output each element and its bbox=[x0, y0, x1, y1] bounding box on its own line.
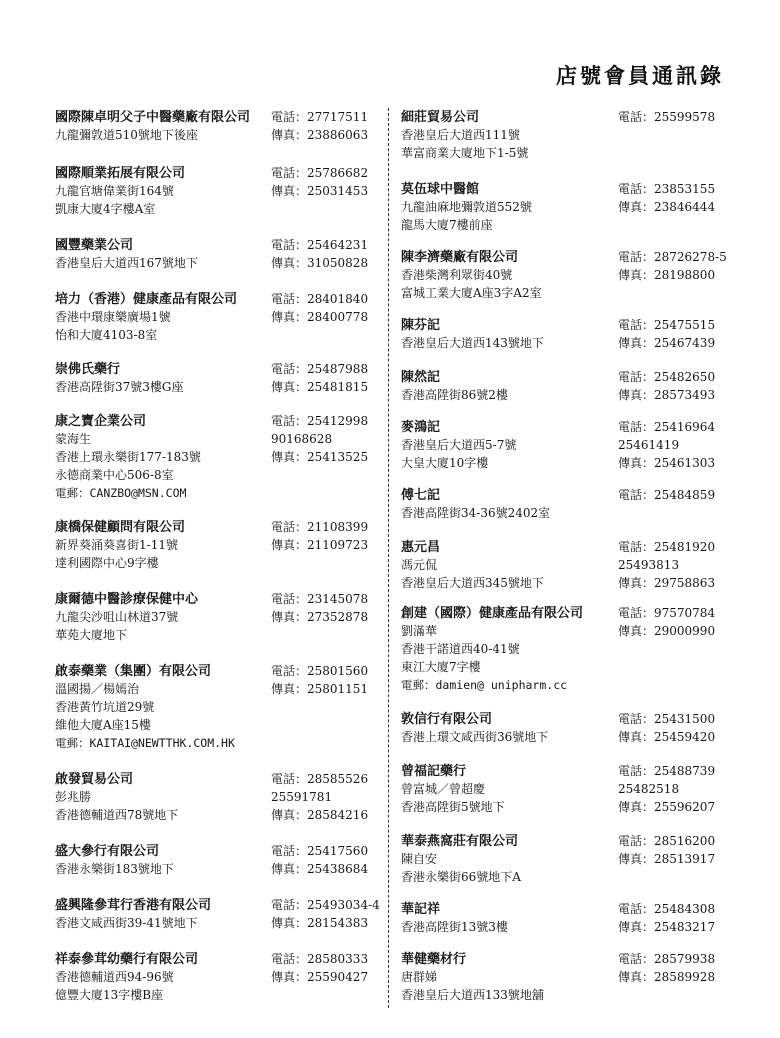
telephone: 電話：28516200 bbox=[618, 834, 716, 848]
directory-entry bbox=[401, 762, 731, 816]
telephone: 電話：97570784 bbox=[618, 606, 716, 620]
contact-number: 傳真：28198800 bbox=[618, 268, 716, 282]
address-line: 香港永樂街183號地下 bbox=[55, 862, 174, 876]
address-line: 溫國揚／楊嫣治 bbox=[55, 682, 140, 696]
contact-number: 傳真：23846444 bbox=[618, 200, 716, 214]
address-line: 富城工業大廈A座3字A2室 bbox=[401, 286, 542, 300]
contact-number: 傳真：25438684 bbox=[271, 862, 369, 876]
telephone: 電話：25417560 bbox=[271, 844, 369, 858]
address-line: 香港皇后大道西345號地下 bbox=[401, 576, 544, 590]
address-line: 電郵：KAITAI@NEWTTHK.COM.HK bbox=[55, 736, 235, 750]
contact-number: 傳真：28400778 bbox=[271, 310, 369, 324]
contact-number: 傳真：25031453 bbox=[271, 184, 369, 198]
directory-entry bbox=[401, 316, 731, 352]
directory-entry bbox=[401, 486, 731, 522]
company-name: 康橋保健顧問有限公司 bbox=[55, 520, 186, 535]
address-line: 凱康大廈4字樓A室 bbox=[55, 202, 156, 216]
address-line: 香港永樂街66號地下A bbox=[401, 870, 521, 884]
company-name: 陳李濟藥廠有限公司 bbox=[401, 250, 519, 265]
directory-entry bbox=[55, 896, 380, 932]
telephone: 電話：23145078 bbox=[271, 592, 369, 606]
contact-number: 傳真：28584216 bbox=[271, 808, 369, 822]
contact-number: 傳真：25467439 bbox=[618, 336, 716, 350]
company-name: 陳然記 bbox=[401, 370, 441, 385]
company-name: 啟發貿易公司 bbox=[55, 772, 134, 787]
directory-entry bbox=[401, 950, 731, 1004]
company-name: 華泰燕窩莊有限公司 bbox=[401, 834, 519, 849]
contact-number: 傳真：27352878 bbox=[271, 610, 369, 624]
telephone: 電話：25599578 bbox=[618, 110, 716, 124]
directory-entry bbox=[401, 248, 731, 302]
contact-number: 傳真：25596207 bbox=[618, 800, 716, 814]
address-line: 電郵：damien@ unipharm.cc bbox=[401, 678, 568, 692]
company-name: 曾福記藥行 bbox=[401, 764, 467, 779]
company-name: 麥鴻記 bbox=[401, 420, 441, 435]
directory-entry bbox=[401, 832, 731, 886]
company-name: 國際順業拓展有限公司 bbox=[55, 166, 186, 181]
address-line: 香港德輔道西94-96號 bbox=[55, 970, 174, 984]
address-line: 九龍油麻地彌敦道552號 bbox=[401, 200, 532, 214]
telephone: 電話：28726278-5 bbox=[618, 250, 727, 264]
directory-entry bbox=[55, 590, 373, 644]
address-line: 怡和大廈4103-8室 bbox=[55, 328, 158, 342]
directory-entry bbox=[55, 950, 373, 1004]
company-name: 惠元昌 bbox=[401, 540, 441, 555]
telephone: 電話：25482650 bbox=[618, 370, 716, 384]
contact-number: 傳真：28589928 bbox=[618, 970, 716, 984]
address-line: 香港高陞街37號3樓G座 bbox=[55, 380, 184, 394]
address-line: 達利國際中心9字樓 bbox=[55, 556, 159, 570]
address-line: 香港文咸西街39-41號地下 bbox=[55, 916, 198, 930]
page-title: 店號會員通訊錄 bbox=[556, 64, 724, 88]
contact-number: 傳真：23886063 bbox=[271, 128, 369, 142]
company-name: 傅七記 bbox=[401, 488, 441, 503]
directory-entry bbox=[55, 518, 373, 572]
company-name: 康之寶企業公司 bbox=[55, 414, 147, 429]
telephone: 電話：28585526 bbox=[271, 772, 369, 786]
contact-number: 傳真：31050828 bbox=[271, 256, 369, 270]
telephone: 電話：25488739 bbox=[618, 764, 716, 778]
company-name: 崇佛氏藥行 bbox=[55, 362, 121, 377]
address-line: 香港上環永樂街177-183號 bbox=[55, 450, 201, 464]
contact-number: 25591781 bbox=[271, 790, 333, 804]
address-line: 香港中環康樂廣場1號 bbox=[55, 310, 171, 324]
company-name: 盛大參行有限公司 bbox=[55, 844, 160, 859]
contact-number: 傳真：25801151 bbox=[271, 682, 369, 696]
company-name: 細莊貿易公司 bbox=[401, 110, 480, 125]
address-line: 香港皇后大道西5-7號 bbox=[401, 438, 517, 452]
directory-entry bbox=[401, 900, 731, 936]
company-name: 華健藥材行 bbox=[401, 952, 467, 967]
telephone: 電話：21108399 bbox=[271, 520, 369, 534]
telephone: 電話：25416964 bbox=[618, 420, 716, 434]
directory-entry bbox=[55, 108, 373, 144]
contact-number: 傳真：25481815 bbox=[271, 380, 369, 394]
address-line: 香港皇后大道西111號 bbox=[401, 128, 520, 142]
address-line: 龍馬大廈7樓前座 bbox=[401, 218, 493, 232]
address-line: 億豐大廈13字樓B座 bbox=[55, 988, 164, 1002]
address-line: 陳自安 bbox=[401, 852, 438, 866]
contact-number: 90168628 bbox=[271, 432, 333, 446]
contact-number: 傳真：28154383 bbox=[271, 916, 369, 930]
directory-entry bbox=[401, 418, 731, 472]
company-name: 華記祥 bbox=[401, 902, 441, 917]
telephone: 電話：27717511 bbox=[271, 110, 369, 124]
contact-number: 傳真：25459420 bbox=[618, 730, 716, 744]
contact-number: 傳真：25483217 bbox=[618, 920, 716, 934]
telephone: 電話：25431500 bbox=[618, 712, 716, 726]
address-line: 香港德輔道西78號地下 bbox=[55, 808, 179, 822]
address-line: 香港干諾道西40-41號 bbox=[401, 642, 520, 656]
address-line: 香港高陞街34-36號2402室 bbox=[401, 506, 551, 520]
address-line: 九龍官塘偉業街164號 bbox=[55, 184, 174, 198]
directory-entry bbox=[401, 108, 731, 162]
directory-entry bbox=[55, 770, 373, 824]
directory-entry bbox=[401, 180, 731, 234]
directory-entry bbox=[55, 290, 373, 344]
company-name: 培力（香港）健康產品有限公司 bbox=[55, 292, 238, 307]
address-line: 馮元侃 bbox=[401, 558, 438, 572]
telephone: 電話：25412998 bbox=[271, 414, 369, 428]
address-line: 唐群娣 bbox=[401, 970, 438, 984]
directory-entry bbox=[55, 164, 373, 218]
contact-number: 25461419 bbox=[618, 438, 680, 452]
address-line: 蒙海生 bbox=[55, 432, 92, 446]
address-line: 九龍彌敦道510號地下後座 bbox=[55, 128, 198, 142]
telephone: 電話：25484859 bbox=[618, 488, 716, 502]
address-line: 香港上環文咸西街36號地下 bbox=[401, 730, 549, 744]
telephone: 電話：25801560 bbox=[271, 664, 369, 678]
contact-number: 傳真：29758863 bbox=[618, 576, 716, 590]
company-name: 創建（國際）健康產品有限公司 bbox=[401, 606, 584, 621]
address-line: 香港皇后大道西133號地舖 bbox=[401, 988, 544, 1002]
company-name: 祥泰參茸幼藥行有限公司 bbox=[55, 952, 199, 967]
address-line: 永德商業中心506-8室 bbox=[55, 468, 174, 482]
address-line: 香港柴灣利眾街40號 bbox=[401, 268, 513, 282]
directory-entry bbox=[401, 710, 731, 746]
telephone: 電話：25786682 bbox=[271, 166, 369, 180]
address-line: 香港高陞街86號2樓 bbox=[401, 388, 508, 402]
telephone: 電話：25484308 bbox=[618, 902, 716, 916]
address-line: 電郵：CANZBO@MSN.COM bbox=[55, 486, 187, 500]
address-line: 新界葵涌葵喜街1-11號 bbox=[55, 538, 178, 552]
company-name: 莫伍球中醫館 bbox=[401, 182, 480, 197]
telephone: 電話：25493034-4 bbox=[271, 898, 380, 912]
company-name: 盛興隆參茸行香港有限公司 bbox=[55, 898, 212, 913]
address-line: 香港皇后大道西143號地下 bbox=[401, 336, 544, 350]
directory-entry bbox=[55, 662, 373, 752]
address-line: 華富商業大廈地下1-5號 bbox=[401, 146, 529, 160]
company-name: 陳芬記 bbox=[401, 318, 441, 333]
telephone: 電話：23853155 bbox=[618, 182, 716, 196]
company-name: 啟泰藥業（集團）有限公司 bbox=[55, 664, 212, 679]
contact-number: 25493813 bbox=[618, 558, 680, 572]
telephone: 電話：25487988 bbox=[271, 362, 369, 376]
directory-entry bbox=[55, 842, 373, 878]
contact-number: 傳真：29000990 bbox=[618, 624, 716, 638]
contact-number: 傳真：28513917 bbox=[618, 852, 716, 866]
contact-number: 傳真：25590427 bbox=[271, 970, 369, 984]
company-name: 敦信行有限公司 bbox=[401, 712, 493, 727]
directory-entry bbox=[401, 604, 731, 694]
directory-entry bbox=[55, 360, 373, 396]
address-line: 華苑大廈地下 bbox=[55, 628, 128, 642]
address-line: 香港高陞街13號3樓 bbox=[401, 920, 508, 934]
telephone: 電話：25464231 bbox=[271, 238, 369, 252]
contact-number: 傳真：25461303 bbox=[618, 456, 716, 470]
directory-entry bbox=[55, 412, 373, 502]
address-line: 東江大廈7字樓 bbox=[401, 660, 481, 674]
contact-number: 傳真：28573493 bbox=[618, 388, 716, 402]
contact-number: 傳真：21109723 bbox=[271, 538, 369, 552]
telephone: 電話：28579938 bbox=[618, 952, 716, 966]
address-line: 香港皇后大道西167號地下 bbox=[55, 256, 198, 270]
directory-entry bbox=[401, 538, 731, 592]
contact-number: 傳真：25413525 bbox=[271, 450, 369, 464]
address-line: 大皇大廈10字樓 bbox=[401, 456, 489, 470]
address-line: 曾富城／曾超慶 bbox=[401, 782, 486, 796]
address-line: 九龍尖沙咀山林道37號 bbox=[55, 610, 179, 624]
company-name: 康爾德中醫診療保健中心 bbox=[55, 592, 199, 607]
directory-entry bbox=[55, 236, 373, 272]
telephone: 電話：28580333 bbox=[271, 952, 369, 966]
address-line: 維他大廈A座15樓 bbox=[55, 718, 151, 732]
address-line: 劉滿華 bbox=[401, 624, 438, 638]
telephone: 電話：28401840 bbox=[271, 292, 369, 306]
address-line: 香港黃竹坑道29號 bbox=[55, 700, 155, 714]
telephone: 電話：25481920 bbox=[618, 540, 716, 554]
address-line: 彭兆勝 bbox=[55, 790, 92, 804]
telephone: 電話：25475515 bbox=[618, 318, 716, 332]
column-divider bbox=[388, 108, 389, 1008]
address-line: 香港高陞街5號地下 bbox=[401, 800, 505, 814]
company-name: 國際陳卓明父子中醫藥廠有限公司 bbox=[55, 110, 251, 125]
company-name: 國豐藥業公司 bbox=[55, 238, 134, 253]
directory-entry bbox=[401, 368, 731, 404]
contact-number: 25482518 bbox=[618, 782, 680, 796]
